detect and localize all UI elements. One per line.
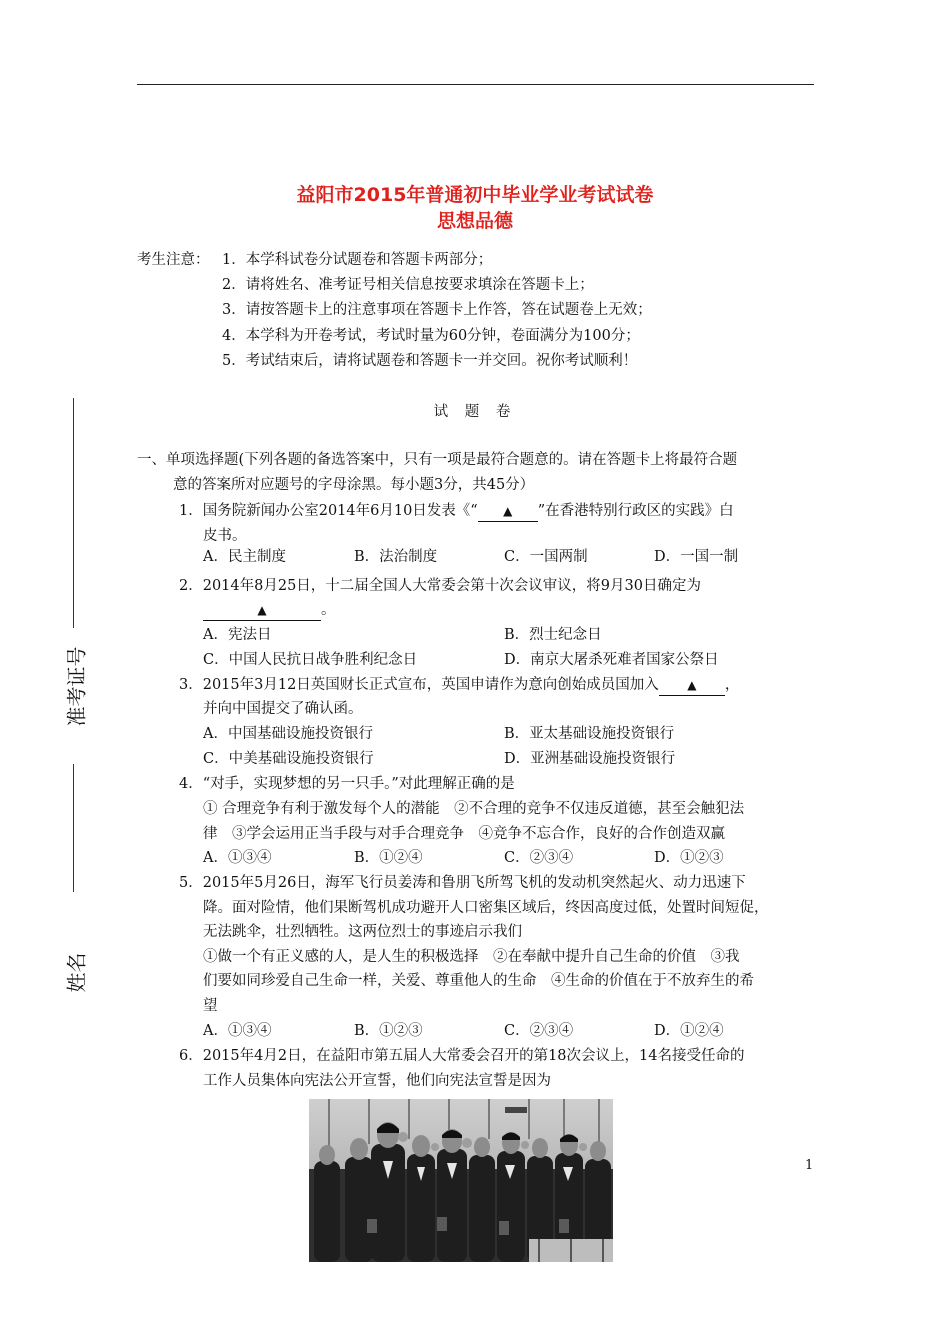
q5-option-b: B．①②③ <box>354 1023 423 1039</box>
q3-option-c: C．中美基础设施投资银行 <box>203 751 374 767</box>
exam-number-label: 准考证号 <box>64 646 89 727</box>
q4-statement-2: 律 ③学会运用正当手段与对手合理竞争 ④竞争不忘合作，良好的合作创造双赢 <box>203 826 725 842</box>
q4-option-c: C．②③④ <box>504 850 574 866</box>
question-3-cont: 并向中国提交了确认函。 <box>203 701 363 717</box>
question-1: 1．国务院新闻办公室2014年6月10日发表《“ ▲ ”在香港特别行政区的实践》白 <box>179 501 734 522</box>
q4-option-b: B．①②④ <box>354 850 423 866</box>
triangle-icon: ▲ <box>687 678 697 692</box>
q5-option-a: A．①③④ <box>203 1023 272 1039</box>
question-1-cont: 皮书。 <box>203 528 247 544</box>
answer-blank <box>478 501 538 522</box>
q3-option-b: B．亚太基础设施投资银行 <box>504 726 675 742</box>
q3-option-a: A．中国基础设施投资银行 <box>203 726 373 742</box>
q2-option-d: D．南京大屠杀死难者国家公祭日 <box>504 652 719 668</box>
question-5-line1: 5．2015年5月26日，海军飞行员姜涛和鲁朋飞所驾飞机的发动机突然起火、动力迅速下 <box>179 875 746 891</box>
q5-statement-2: 们要如同珍爱自己生命一样，关爱、尊重他人的生命 ④生命的价值在于不放弃生的希 <box>203 973 754 989</box>
q2-option-a: A．宪法日 <box>203 627 272 643</box>
notice-item-4: 4．本学科为开卷考试，考试时量为60分钟，卷面满分为100分； <box>222 328 640 344</box>
answer-blank <box>203 600 321 621</box>
question-5-line2: 降。面对险情，他们果断驾机成功避开人口密集区域后，终因高度过低，处置时间短促， <box>203 900 769 916</box>
q2-option-b: B．烈士纪念日 <box>504 627 602 643</box>
q1-option-d: D．一国一制 <box>654 549 739 565</box>
notice-item-2: 2．请将姓名、准考证号相关信息按要求填涂在答题卡上； <box>222 277 594 293</box>
q4-option-d: D．①②③ <box>654 850 724 866</box>
q5-statement-3: 望 <box>203 998 218 1014</box>
q3-option-d: D．亚洲基础设施投资银行 <box>504 751 676 767</box>
q1-option-b: B．法治制度 <box>354 549 438 565</box>
section-title: 试 题 卷 <box>433 404 517 420</box>
oath-ceremony-photo <box>309 1099 613 1262</box>
name-label: 姓名 <box>64 952 89 993</box>
q5-option-c: C．②③④ <box>504 1023 574 1039</box>
notice-item-3: 3．请按答题卡上的注意事项在答题卡上作答，答在试题卷上无效； <box>222 302 652 318</box>
exam-number-line <box>73 764 74 892</box>
q1-option-c: C．一国两制 <box>504 549 588 565</box>
q4-option-a: A．①③④ <box>203 850 272 866</box>
notice-label: 考生注意： <box>137 252 210 268</box>
q5-option-d: D．①②④ <box>654 1023 724 1039</box>
question-6-line2: 工作人员集体向宪法公开宣誓，他们向宪法宣誓是因为 <box>203 1073 551 1089</box>
notice-item-1: 1．本学科试卷分试题卷和答题卡两部分； <box>222 252 493 268</box>
header-rule <box>137 84 814 85</box>
q5-statement-1: ①做一个有正义感的人，是人生的积极选择 ②在奉献中提升自己生命的价值 ③我 <box>203 949 740 965</box>
question-3: 3．2015年3月12日英国财长正式宣布，英国申请作为意向创始成员国加入 ▲ ， <box>179 675 739 696</box>
question-2: 2．2014年8月25日，十二届全国人大常委会第十次会议审议，将9月30日确定为 <box>179 578 701 594</box>
page-number: 1 <box>805 1158 814 1173</box>
q1-option-a: A．民主制度 <box>203 549 286 565</box>
question-2-blank-line: ▲ 。 <box>203 600 336 621</box>
part1-instruction-line1: 一、单项选择题(下列各题的备选答案中，只有一项是最符合题意的。请在答题卡上将最符合题 <box>137 452 738 468</box>
answer-blank <box>659 675 725 696</box>
triangle-icon: ▲ <box>503 504 513 518</box>
exam-subject: 思想品德 <box>436 210 513 232</box>
notice-item-5: 5．考试结束后，请将试题卷和答题卡一并交回。祝你考试顺利！ <box>222 353 638 369</box>
question-6-line1: 6．2015年4月2日，在益阳市第五届人大常委会召开的第18次会议上，14名接受任命的 <box>179 1048 745 1064</box>
triangle-icon: ▲ <box>257 603 267 617</box>
question-5-line3: 无法跳伞，壮烈牺牲。这两位烈士的事迹启示我们 <box>203 924 522 940</box>
q4-statement-1: ① 合理竞争有利于激发每个人的潜能 ②不合理的竞争不仅违反道德，甚至会触犯法 <box>203 801 745 817</box>
binding-line-top <box>73 398 74 628</box>
q2-option-c: C．中国人民抗日战争胜利纪念日 <box>203 652 418 668</box>
exam-title: 益阳市2015年普通初中毕业学业考试试卷 <box>296 184 654 206</box>
part1-instruction-line2: 意的答案所对应题号的字母涂黑。每小题3分，共45分） <box>173 477 535 493</box>
question-4: 4．“对手，实现梦想的另一只手。”对此理解正确的是 <box>179 776 515 792</box>
